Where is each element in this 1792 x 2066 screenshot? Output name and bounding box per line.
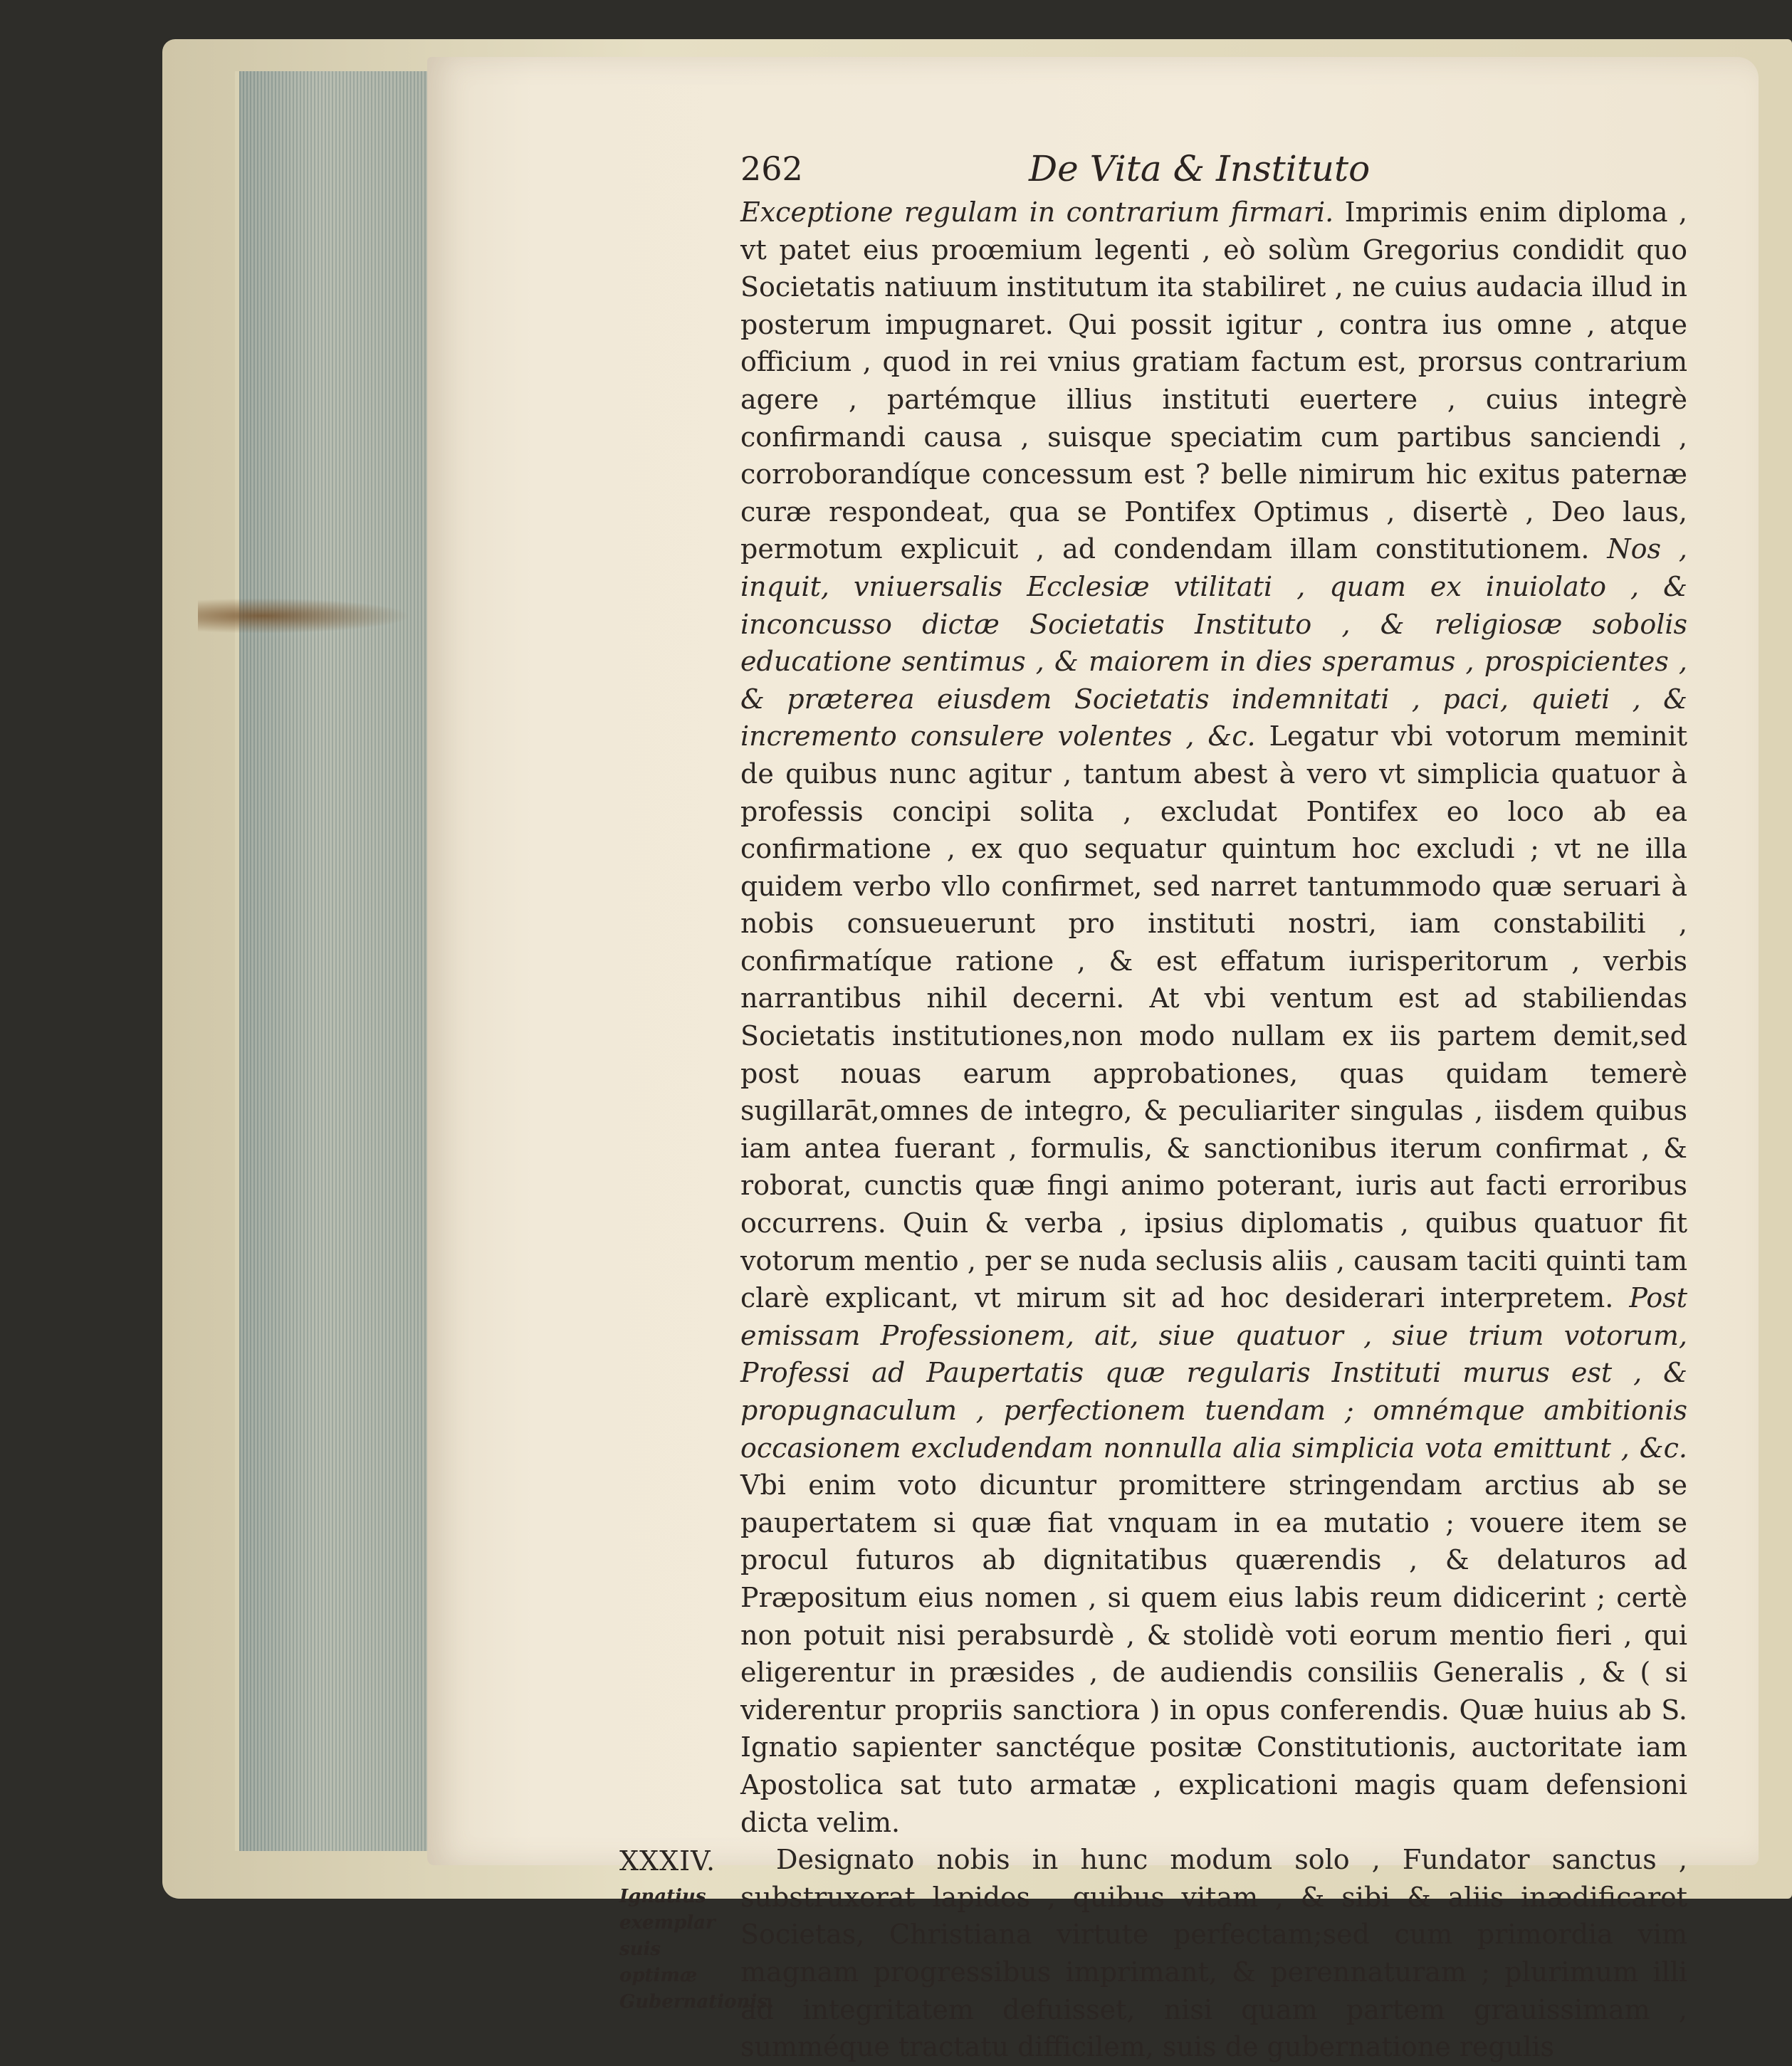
paragraph-2 (740, 1841, 1687, 2066)
running-title: De Vita & Instituto (1029, 148, 1371, 189)
text-segment: Vbi enim voto dicuntur promittere stringendam arctius ab se paupertatem si quæ fiat vnquam in ea mutatio ; vouere item se procul futuros ab dignitatibus quærendis , & delaturos ad Præpositum eius nomen , si quem eius labis reum didicerint ; certè non potuit nisi perabsurdè , & stolidè voti eorum mentio fieri , qui eligerentur in præsides , de audiendis consiliis Generalis , & ( si viderentur propriis sanctiora ) in opus conferendis. Quæ huius ab S. Ignatio sapienter sanctéque positæ Constitutionis, auctoritate iam Apostolica sat tuto armatæ , explicationi magis quam defensioni dicta velim. (740, 1469, 1687, 1838)
side-note: Ignatius exemplar suis optimæ Gubernationis. (619, 1886, 774, 2013)
foxing-stain (198, 598, 412, 634)
marginal-note (619, 1845, 774, 2015)
section-number: XXXIV. (619, 1845, 716, 1877)
running-head (740, 142, 1792, 192)
main-text (740, 194, 1687, 2066)
paragraph-1 (740, 194, 1687, 1841)
text-segment: Nos , inquit, vniuersalis Ecclesiæ vtilitati , quam ex inuiolato , & inconcusso dictæ Societatis Instituto , & religiosæ sobolis educatione sentimus , & maiorem in dies speramus , prospicientes , & præterea eiusdem Societatis indemnitati , paci, quieti , & incremento consulere volentes , &c. (740, 533, 1687, 753)
text-segment: Post emissam Professionem, ait, siue quatuor , siue trium votorum, Professi ad Paupertatis quæ regularis Instituti murus est , & propugnaculum , perfectionem tuendam ; omnémque ambitionis occasionem excludendam nonnulla alia simplicia vota emittunt , &c. (740, 1282, 1687, 1464)
text-segment: Designato nobis in hunc modum solo , Fundator sanctus , substruxerat lapides , quibus vitam , & sibi & aliis inædificaret Societas, Christiana virtute perfectam;sed cum primordia vim magnam progressibus imprimant, & perennaturam ; plurimum illi ad integritatem defuisset, nisi quam partem grauissimam , summéque tractatu difficilem, suis de gubernatione regulis (740, 1844, 1687, 2063)
text-segment: Exceptione regulam in contrarium firmari. (740, 196, 1334, 228)
text-segment: Legatur vbi votorum meminit de quibus nunc agitur , tantum abest à vero vt simplicia quatuor à professis concipi solita , excludat Pontifex eo loco ab ea confirmatione , ex quo sequatur quintum hoc excludi ; vt ne illa quidem verbo vllo confirmet, sed narret tantummodo quæ seruari à nobis consueuerunt pro instituti nostri, iam constabiliti , confirmatíque ratione , & est effatum iurisperitorum , verbis narrantibus nihil decerni. At vbi ventum est ad stabiliendas Societatis institutiones,non modo nullam ex iis partem demit,sed post nouas earum approbationes, quas quidam temerè sugillarāt,omnes de integro, & peculiariter singulas , iisdem quibus iam antea fuerant , formulis, & sanctionibus iterum confirmat , & roborat, cunctis quæ fingi animo poterant, iuris aut facti erroribus occurrens. Quin & verba , ipsius diplomatis , quibus quatuor fit votorum mentio , per se nuda seclusis aliis , causam taciti quinti tam clarè explicant, vt mirum sit ad hoc desiderari interpretem. (740, 720, 1687, 1314)
page-number: 262 (740, 150, 803, 188)
text-segment: Imprimis enim diploma , vt patet eius proœmium legenti , eò solùm Gregorius condidit quo Societatis natiuum institutum ita stabiliret , ne cuius audacia illud in posterum impugnaret. Qui possit igitur , contra ius omne , atque officium , quod in rei vnius gratiam factum est, prorsus contrarium agere , partémque illius instituti euertere , cuius integrè confirmandi causa , suisque speciatim cum partibus sanciendi , corroborandíque concessum est ? belle nimirum hic exitus paternæ curæ respondeat, qua se Pontifex Optimus , disertè , Deo laus, permotum explicuit , ad condendam illam constitutionem. (740, 196, 1687, 565)
page-edges (235, 71, 446, 1851)
